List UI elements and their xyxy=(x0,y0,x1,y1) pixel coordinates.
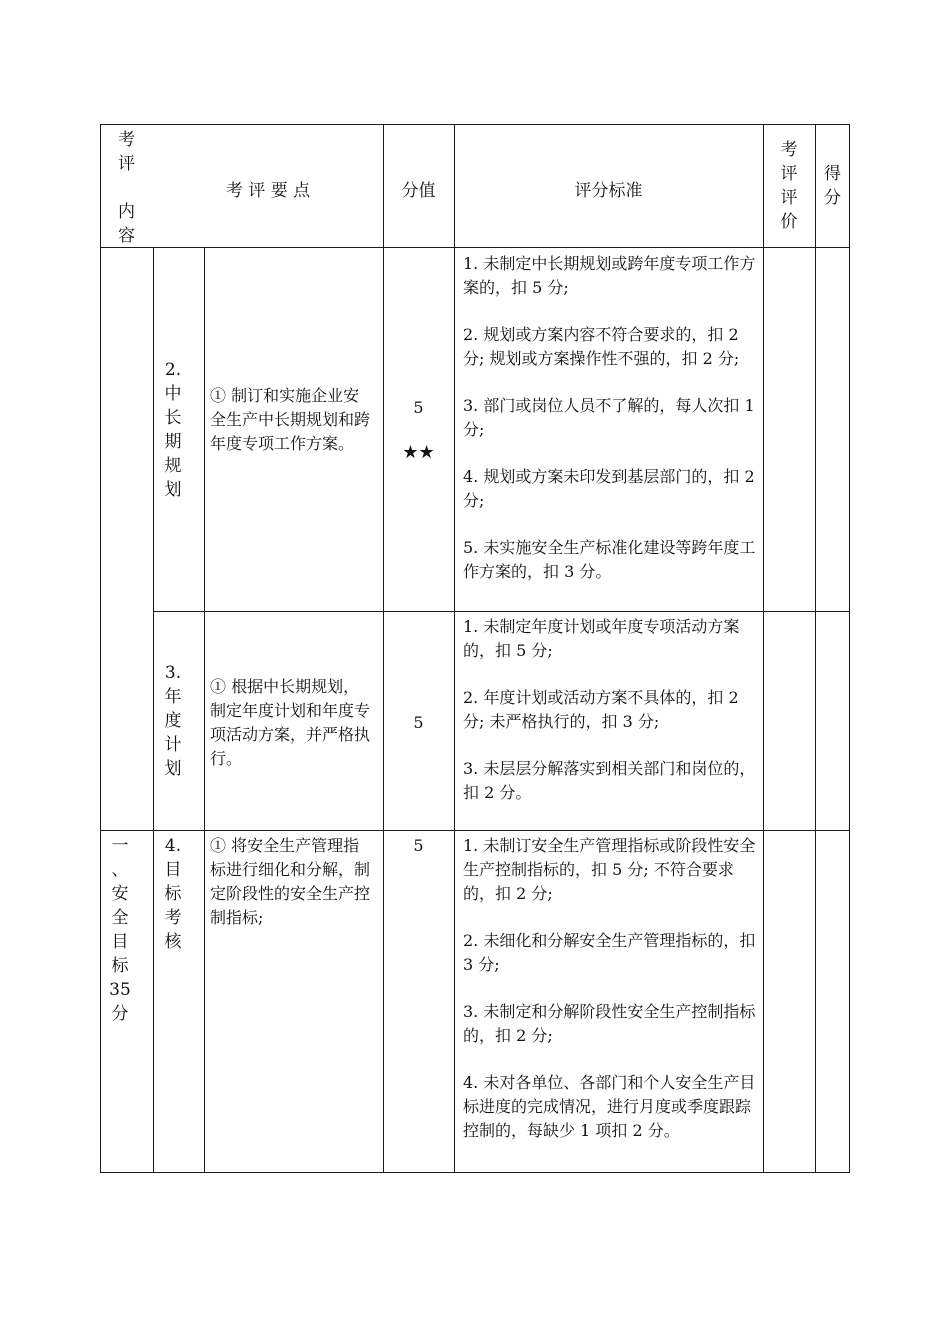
section-char: 分 xyxy=(111,1004,129,1024)
header-eval-char: 评 xyxy=(780,188,798,208)
item-char: 计 xyxy=(164,735,182,755)
criterion-item: 2. 未细化和分解安全生产管理指标的，扣 3 分; xyxy=(463,931,756,974)
scoring-criteria xyxy=(463,252,758,584)
header-eval-char: 价 xyxy=(780,212,798,232)
criterion-item: 1. 未制订安全生产管理指标或阶段性安全生产控制指标的，扣 5 分; 不符合要求的，扣 2 分; xyxy=(463,836,756,903)
header-eval-char: 考 xyxy=(780,140,798,160)
item-char: 核 xyxy=(164,932,182,952)
table-border-top xyxy=(100,124,850,125)
header-eval-char: 评 xyxy=(780,164,798,184)
header-standard: 评分标准 xyxy=(574,181,643,201)
item-char: 期 xyxy=(164,432,182,452)
criterion-item: 3. 部门或岗位人员不了解的，每人次扣 1 分; xyxy=(463,396,755,439)
item-char: 考 xyxy=(164,908,182,928)
section-char: 全 xyxy=(111,908,129,928)
score-value: 5 xyxy=(413,713,424,732)
evaluation-point: ① 制订和实施企业安全生产中长期规划和跨年度专项工作方案。 xyxy=(210,386,371,453)
header-points: 考 评 要 点 xyxy=(225,181,311,201)
scoring-criteria xyxy=(463,615,758,805)
item-char: 长 xyxy=(164,408,182,428)
score-value: 5 xyxy=(413,836,424,855)
scoring-criteria xyxy=(463,834,758,1143)
header-eval xyxy=(763,138,815,234)
section-char: 标 xyxy=(111,956,129,976)
col-divider-point xyxy=(204,247,205,1173)
header-score: 分值 xyxy=(401,181,436,201)
item-char: 中 xyxy=(164,384,182,404)
header-content xyxy=(100,128,153,248)
table-border-bottom xyxy=(100,1172,850,1173)
item-label-mid-long-plan xyxy=(153,358,193,502)
header-got-char: 分 xyxy=(824,188,841,208)
header-content-char: 评 xyxy=(118,154,135,174)
section-label-safety-goals xyxy=(100,834,140,1026)
section-char: 、 xyxy=(111,860,129,880)
item-char: 4. xyxy=(164,836,182,856)
criterion-item: 5. 未实施安全生产标准化建设等跨年度工作方案的，扣 3 分。 xyxy=(463,538,756,581)
row-divider-1 xyxy=(153,611,850,612)
evaluation-point: ① 将安全生产管理指标进行细化和分解，制定阶段性的安全生产控制指标; xyxy=(210,836,371,927)
item-char: 目 xyxy=(164,860,182,880)
header-content-char: 考 xyxy=(118,130,135,150)
col-divider-got xyxy=(815,124,816,1173)
col-divider-standard xyxy=(454,124,455,1173)
header-got xyxy=(815,162,850,210)
criterion-item: 1. 未制定年度计划或年度专项活动方案的，扣 5 分; xyxy=(463,617,740,660)
col-divider-eval xyxy=(763,124,764,1173)
evaluation-point: ① 根据中长期规划，制定年度计划和年度专项活动方案，并严格执行。 xyxy=(210,677,371,768)
item-label-annual-plan xyxy=(153,661,193,781)
score-value: 5 xyxy=(413,398,424,417)
header-got-char: 得 xyxy=(824,164,841,184)
item-char: 划 xyxy=(164,480,182,500)
item-label-goal-assessment xyxy=(153,834,193,954)
table-border-right xyxy=(849,124,850,1173)
header-divider xyxy=(100,247,850,248)
header-content-char: 内 xyxy=(118,202,135,222)
criterion-item: 3. 未层层分解落实到相关部门和岗位的，扣 2 分。 xyxy=(463,759,756,802)
item-char: 度 xyxy=(164,711,182,731)
section-char: 一 xyxy=(111,836,129,856)
item-char: 规 xyxy=(164,456,182,476)
criterion-item: 1. 未制定中长期规划或跨年度专项工作方案的，扣 5 分; xyxy=(463,254,756,297)
item-char: 标 xyxy=(164,884,182,904)
item-char: 3. xyxy=(164,663,182,683)
star-rating: ★★ xyxy=(402,442,435,463)
col-divider-score xyxy=(383,124,384,1173)
evaluation-table xyxy=(100,124,850,1173)
row-divider-2 xyxy=(100,830,850,831)
item-char: 划 xyxy=(164,759,182,779)
criterion-item: 2. 年度计划或活动方案不具体的，扣 2 分; 未严格执行的，扣 3 分; xyxy=(463,688,739,731)
item-char: 年 xyxy=(164,687,182,707)
header-content-char: 容 xyxy=(118,226,135,246)
section-char: 目 xyxy=(111,932,129,952)
item-char: 2. xyxy=(164,360,182,380)
section-char: 安 xyxy=(111,884,129,904)
criterion-item: 3. 未制定和分解阶段性安全生产控制指标的，扣 2 分; xyxy=(463,1002,756,1045)
criterion-item: 2. 规划或方案内容不符合要求的，扣 2 分; 规划或方案操作性不强的，扣 2 分; xyxy=(463,325,740,368)
section-char: 35 xyxy=(109,980,131,1000)
criterion-item: 4. 未对各单位、各部门和个人安全生产目标进度的完成情况，进行月度或季度跟踪控制的，每缺少 1 项扣 2 分。 xyxy=(463,1073,756,1140)
criterion-item: 4. 规划或方案未印发到基层部门的，扣 2 分; xyxy=(463,467,755,510)
